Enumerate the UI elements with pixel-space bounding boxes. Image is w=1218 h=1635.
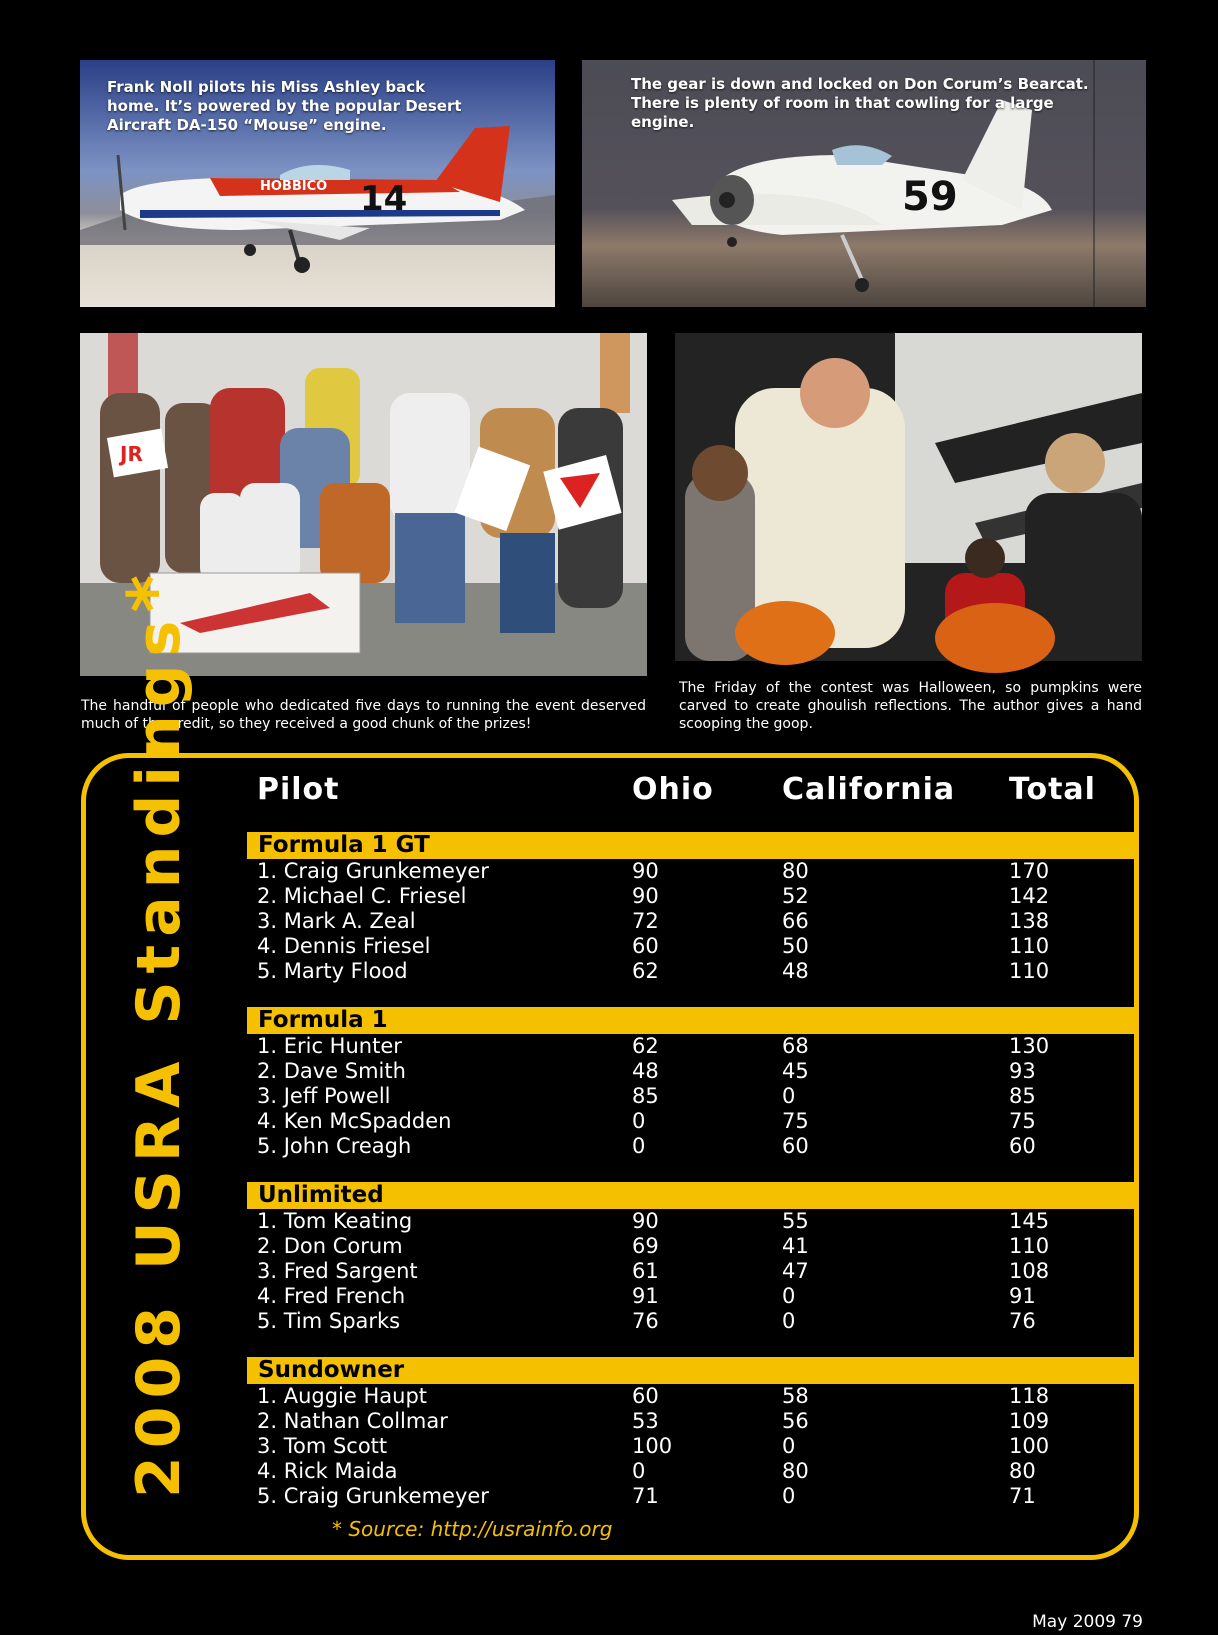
ohio-points: 48 <box>632 1059 659 1083</box>
standings-row <box>0 1234 1218 1259</box>
standings-row <box>0 1409 1218 1434</box>
total-points: 145 <box>1009 1209 1050 1233</box>
standings-row <box>0 1284 1218 1309</box>
caption-bearcat: The gear is down and locked on Don Corum’s Bearcat. There is plenty of room in that cowling for a large engine. <box>631 75 1089 131</box>
california-points: 47 <box>782 1259 809 1283</box>
total-points: 71 <box>1009 1484 1036 1508</box>
total-points: 80 <box>1009 1459 1036 1483</box>
california-points: 60 <box>782 1134 809 1158</box>
california-points: 0 <box>782 1484 796 1508</box>
ohio-points: 85 <box>632 1084 659 1108</box>
ohio-points: 69 <box>632 1234 659 1258</box>
california-points: 80 <box>782 859 809 883</box>
standings-row <box>0 1034 1218 1059</box>
total-points: 100 <box>1009 1434 1050 1458</box>
pilot-name: 5. Tim Sparks <box>257 1309 401 1333</box>
california-points: 41 <box>782 1234 809 1258</box>
svg-text:2008 USRA Standings* <box>112 567 196 1498</box>
california-points: 0 <box>782 1084 796 1108</box>
vertical-title-text: 2008 USRA Standings <box>124 612 194 1498</box>
standings-row <box>0 934 1218 959</box>
ohio-points: 0 <box>632 1109 646 1133</box>
ohio-points: 61 <box>632 1259 659 1283</box>
pilot-name: 3. Tom Scott <box>257 1434 388 1458</box>
standings-row <box>0 909 1218 934</box>
pilot-name: 2. Nathan Collmar <box>257 1409 448 1433</box>
pilot-name: 4. Ken McSpadden <box>257 1109 452 1133</box>
ohio-points: 60 <box>632 1384 659 1408</box>
class-name: Sundowner <box>258 1357 405 1383</box>
standings-row <box>0 1309 1218 1334</box>
california-points: 45 <box>782 1059 809 1083</box>
standings-row <box>0 1109 1218 1134</box>
ohio-points: 90 <box>632 884 659 908</box>
pilot-name: 3. Mark A. Zeal <box>257 909 416 933</box>
race-number-14: 14 <box>360 179 408 219</box>
ohio-points: 76 <box>632 1309 659 1333</box>
total-points: 75 <box>1009 1109 1036 1133</box>
california-points: 75 <box>782 1109 809 1133</box>
pilot-name: 1. Tom Keating <box>257 1209 413 1233</box>
pilot-name: 1. Craig Grunkemeyer <box>257 859 489 883</box>
hobbico-logo-text: HOBBICO <box>260 179 328 194</box>
header-ohio: Ohio <box>632 772 714 807</box>
ohio-points: 71 <box>632 1484 659 1508</box>
standings-row <box>0 1384 1218 1409</box>
caption-group: The handful of people who dedicated five days to running the event deserved much of the credit, so they received a good chunk of the prizes! <box>81 698 646 732</box>
california-points: 66 <box>782 909 809 933</box>
california-points: 80 <box>782 1459 809 1483</box>
ohio-points: 0 <box>632 1459 646 1483</box>
ohio-points: 90 <box>632 1209 659 1233</box>
caption-miss-ashley: Frank Noll pilots his Miss Ashley back home. It’s powered by the popular Desert Aircraft DA-150 “Mouse” engine. <box>107 78 462 134</box>
california-points: 68 <box>782 1034 809 1058</box>
standings-row <box>0 1259 1218 1284</box>
pilot-name: 1. Eric Hunter <box>257 1034 402 1058</box>
total-points: 170 <box>1009 859 1050 883</box>
ohio-points: 62 <box>632 959 659 983</box>
pumpkins-image <box>675 333 1142 661</box>
standings-row <box>0 1434 1218 1459</box>
california-points: 0 <box>782 1284 796 1308</box>
pilot-name: 2. Michael C. Friesel <box>257 884 467 908</box>
ohio-points: 91 <box>632 1284 659 1308</box>
ohio-points: 90 <box>632 859 659 883</box>
header-total: Total <box>1009 772 1096 807</box>
class-name: Unlimited <box>258 1182 384 1208</box>
total-points: 76 <box>1009 1309 1036 1333</box>
california-points: 52 <box>782 884 809 908</box>
pilot-name: 1. Auggie Haupt <box>257 1384 428 1408</box>
pilot-name: 5. Marty Flood <box>257 959 408 983</box>
standings-row <box>0 1484 1218 1509</box>
standings-row <box>0 1059 1218 1084</box>
standings-row <box>0 859 1218 884</box>
california-points: 0 <box>782 1434 796 1458</box>
pilot-name: 4. Fred French <box>257 1284 406 1308</box>
california-points: 50 <box>782 934 809 958</box>
ohio-points: 100 <box>632 1434 673 1458</box>
standings-row <box>0 959 1218 984</box>
total-points: 138 <box>1009 909 1050 933</box>
source-note: * Source: http://usrainfo.org <box>332 1517 613 1541</box>
total-points: 110 <box>1009 1234 1050 1258</box>
total-points: 118 <box>1009 1384 1050 1408</box>
race-number-59: 59 <box>902 174 958 220</box>
total-points: 130 <box>1009 1034 1050 1058</box>
standings-row <box>0 1459 1218 1484</box>
class-name: Formula 1 <box>258 1007 388 1033</box>
total-points: 93 <box>1009 1059 1036 1083</box>
pilot-name: 4. Dennis Friesel <box>257 934 431 958</box>
total-points: 60 <box>1009 1134 1036 1158</box>
ohio-points: 72 <box>632 909 659 933</box>
standings-row <box>0 884 1218 909</box>
class-name: Formula 1 GT <box>258 832 430 858</box>
header-pilot: Pilot <box>257 772 340 807</box>
standings-row <box>0 1134 1218 1159</box>
total-points: 108 <box>1009 1259 1050 1283</box>
pilot-name: 5. John Creagh <box>257 1134 412 1158</box>
california-points: 55 <box>782 1209 809 1233</box>
california-points: 58 <box>782 1384 809 1408</box>
page-footer: May 2009 79 <box>1032 1612 1143 1632</box>
photo-pumpkins <box>675 333 1142 661</box>
california-points: 56 <box>782 1409 809 1433</box>
jr-box-text: JR <box>120 442 143 466</box>
pilot-name: 2. Don Corum <box>257 1234 403 1258</box>
standings-row <box>0 1084 1218 1109</box>
california-points: 48 <box>782 959 809 983</box>
pilot-name: 4. Rick Maida <box>257 1459 398 1483</box>
ohio-points: 62 <box>632 1034 659 1058</box>
ohio-points: 0 <box>632 1134 646 1158</box>
standings-row <box>0 1209 1218 1234</box>
pilot-name: 3. Jeff Powell <box>257 1084 391 1108</box>
total-points: 110 <box>1009 959 1050 983</box>
total-points: 110 <box>1009 934 1050 958</box>
total-points: 85 <box>1009 1084 1036 1108</box>
vertical-title-asterisk: * <box>112 567 196 613</box>
caption-pumpkins: The Friday of the contest was Halloween, so pumpkins were carved to create ghoulish reflections. The author gives a hand scooping the goop. <box>679 680 1142 732</box>
header-california: California <box>782 772 956 807</box>
pilot-name: 3. Fred Sargent <box>257 1259 418 1283</box>
ohio-points: 53 <box>632 1409 659 1433</box>
total-points: 142 <box>1009 884 1050 908</box>
total-points: 109 <box>1009 1409 1050 1433</box>
pilot-name: 5. Craig Grunkemeyer <box>257 1484 489 1508</box>
pilot-name: 2. Dave Smith <box>257 1059 406 1083</box>
ohio-points: 60 <box>632 934 659 958</box>
california-points: 0 <box>782 1309 796 1333</box>
total-points: 91 <box>1009 1284 1036 1308</box>
